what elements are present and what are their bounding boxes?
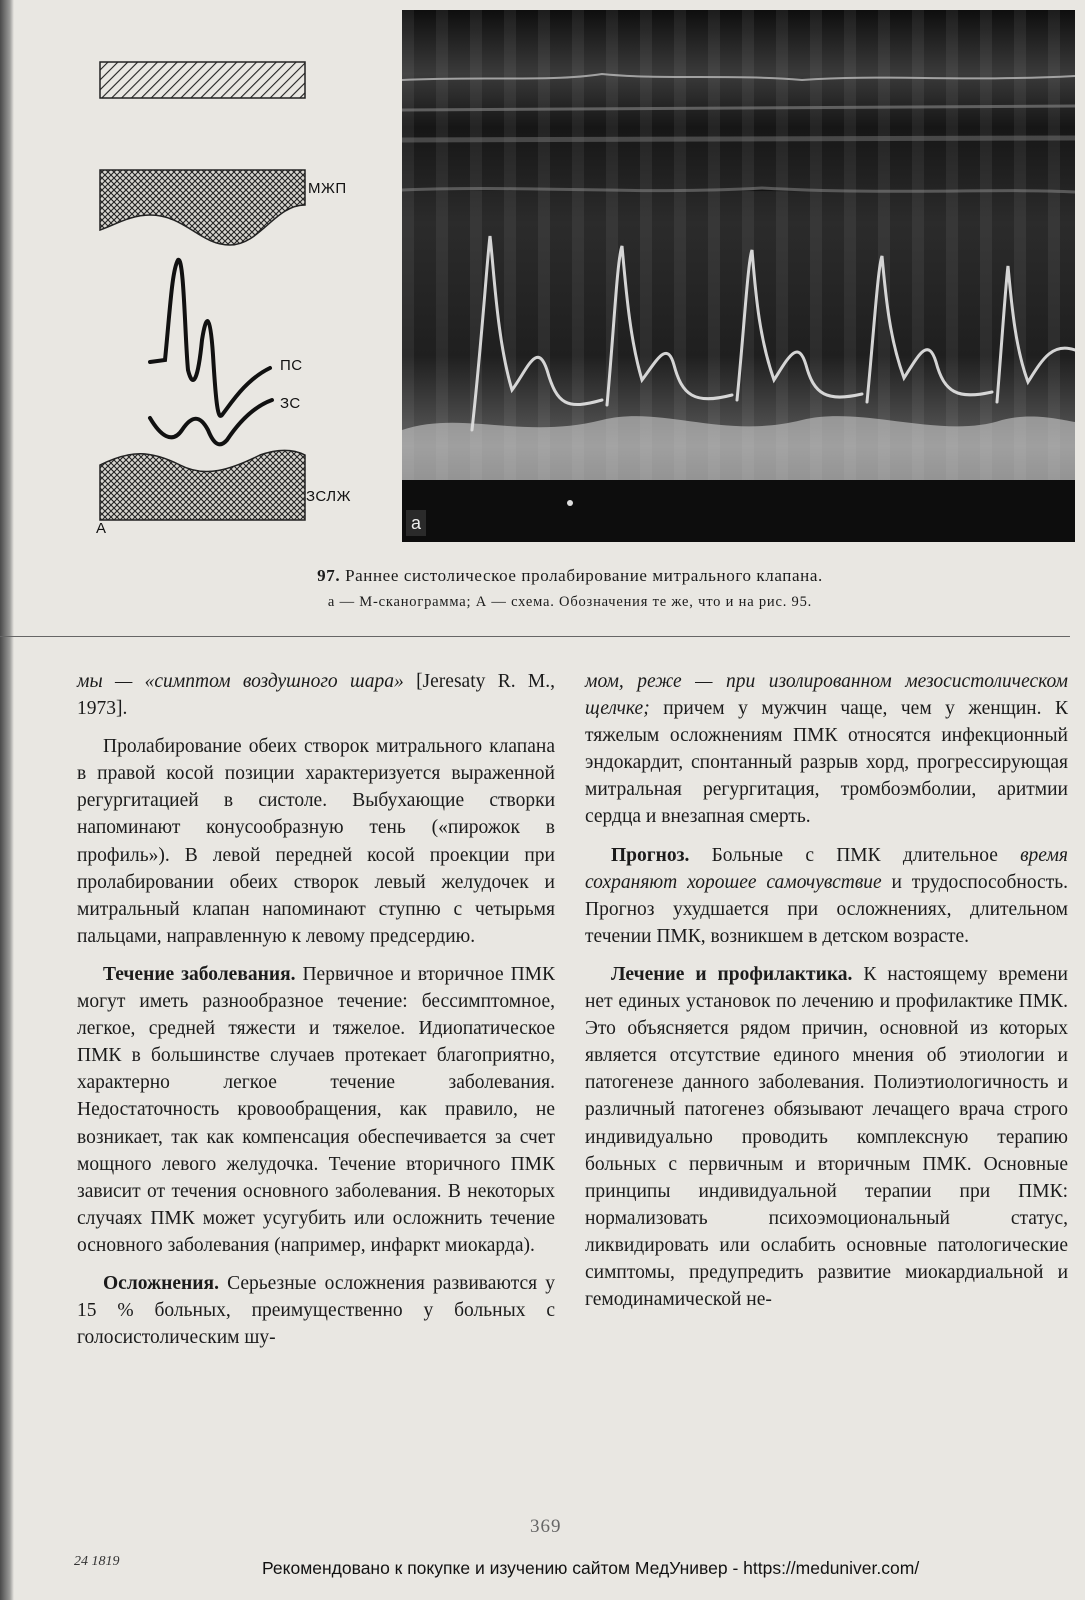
paragraph-text: [Jeresaty R. M., 1973]. (77, 671, 555, 720)
page-number: 369 (530, 1516, 562, 1537)
paragraph-text: и трудоспособность. Прогноз ухудшается при осложнениях, длительном течении ПМК, возникшем в детском возрасте. (585, 871, 1068, 947)
figure-97 (90, 10, 1075, 550)
label-posterior-leaflet: ЗС (280, 395, 301, 412)
label-ivs: МЖП (308, 180, 347, 197)
book-spine-shadow (0, 0, 14, 1600)
section-heading: Лечение и профилактика. (611, 963, 853, 985)
mmode-schema-diagram (90, 10, 402, 550)
mmode-scan-rendering (402, 10, 1075, 542)
paragraph (585, 668, 1068, 831)
paragraph (77, 668, 555, 722)
label-lv-posterior-wall: ЗСЛЖ (306, 488, 351, 505)
section-heading: Течение заболевания. (103, 963, 296, 985)
posterior-wall-shape (100, 450, 305, 520)
paragraph-text: К настоящему времени нет единых установок по лечению и профилактике ПМК. Это объясняется рядом причин, основной из которых является отсутствие единого мнения об этиологии и патогенезе данного заболевания. Полиэтиологичность и различный патогенез обязывают лечащего врача строго индивидуально проводить комплексную терапию больных с первичным и вторичным ПМК. Основные принципы индивидуальной терапии при ПМК: нормализовать психоэмоциональный статус, ликвидировать или ослабить основные патологические симптомы, предупредить развитие миокардиальной и гемодинамической не- (585, 963, 1068, 1311)
paragraph (585, 961, 1068, 1313)
posterior-leaflet-curve (150, 400, 272, 444)
panel-label-small-a: а (406, 510, 426, 536)
chest-wall-band (100, 62, 305, 98)
caption-divider (0, 636, 1070, 637)
paragraph-text: причем у мужчин чаще, чем у женщин. К тяжелым осложнениям ПМК относятся инфекционный эндокардит, спонтанный разрыв хорд, прогрессирующая митральная регургитация, тромбоэмболии, аритмии сердца и внезапная смерть. (585, 698, 1068, 828)
label-anterior-leaflet: ПС (280, 357, 303, 374)
italic-text: мом, реже — при изолированном мезосистолическом щелчке; (585, 671, 1068, 720)
paragraph: Пролабирование обеих створок митрального клапана в правой косой позиции характеризуется выраженной регургитацией в систоле. Выбухающие створки напоминают конусообразную тень («пирожок в профиль»). В левой передней косой проекции при пролабировании обеих створок левый желудочек и митральный клапан напоминают ступню с четырьмя пальцами, направленную к левому предсердию. (77, 736, 555, 947)
text-column-right (585, 668, 1068, 1313)
septum-shape (100, 170, 305, 245)
caption-title-line (120, 566, 1020, 586)
watermark-text: Рекомендовано к покупке и изучению сайтом МедУнивер - https://meduniver.com/ (262, 1558, 920, 1578)
figure-caption (120, 566, 1020, 611)
italic-text: время сохраняют хорошее самочувствие (585, 844, 1068, 893)
section-heading: Осложнения. (103, 1272, 219, 1294)
paragraph-text: Серьезные осложнения развиваются у 15 % больных, преимущественно у больных с голосистолическим шу- (77, 1272, 555, 1349)
italic-text: мы — «симптом воздушного шара» (77, 671, 404, 692)
text-column-left (77, 668, 555, 1351)
paragraph (585, 842, 1068, 950)
paragraph-text: Больные с ПМК длительное (689, 844, 1021, 866)
paragraph (77, 1270, 555, 1351)
caption-legend: а — М-сканограмма; А — схема. Обозначения те же, что и на рис. 95. (327, 594, 813, 610)
section-heading: Прогноз. (611, 844, 690, 866)
paragraph (77, 961, 555, 1259)
paragraph-text: Первичное и вторичное ПМК могут иметь разнообразное течение: бессимптомное, легкое, средней тяжести и тяжелое. Идиопатическое ПМК в большинстве случаев протекает благоприятно, характерно легкое течение заболевания. Недостаточность кровообращения, как правило, не возникает, так как компенсация обеспечивается за счет мощного левого желудочка. Течение вторичного ПМК зависит от течения основного заболевания. В некоторых случаях ПМК может усугубить или осложнить течение основного заболевания (например, инфаркт миокарда). (77, 963, 556, 1256)
anterior-leaflet-curve (150, 260, 270, 416)
caption-title: Раннее систолическое пролабирование митрального клапана. (345, 566, 823, 585)
panel-label-capital-a: А (96, 520, 107, 537)
print-signature: 24 1819 (74, 1554, 120, 1569)
caption-number: 97. (317, 566, 341, 585)
mmode-scan-image (402, 10, 1075, 542)
